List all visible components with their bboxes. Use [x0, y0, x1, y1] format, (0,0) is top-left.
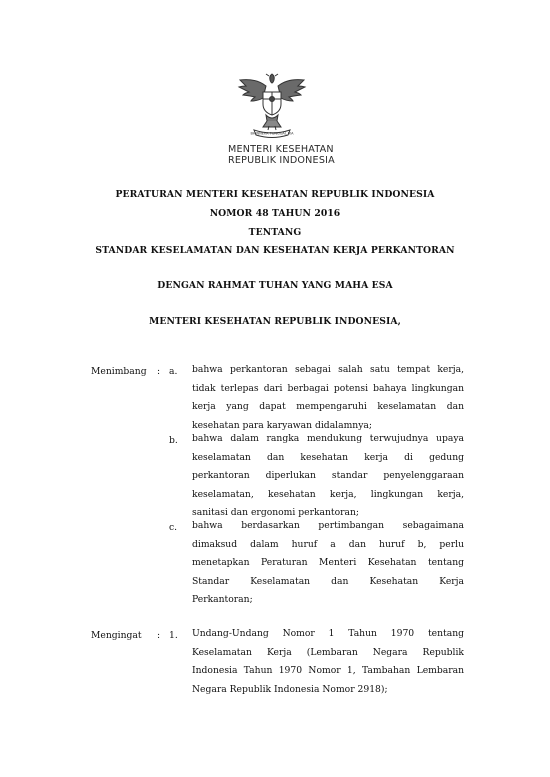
regulation-subject: STANDAR KESELAMATAN DAN KESEHATAN KERJA PERKANTORAN — [95, 245, 455, 256]
item-marker-1: 1. — [169, 630, 178, 641]
text-line: sanitasi dan ergonomi perkantoran; — [192, 507, 360, 518]
text-line: bahwa perkantoran sebagai salah satu tempat kerja, — [192, 364, 464, 375]
text-line: Standar Keselamatan dan Kesehatan Kerja — [192, 575, 464, 587]
text-line: Indonesia Tahun 1970 Nomor 1, Tambahan Lembaran — [192, 665, 464, 676]
mengingat-label: Mengingat — [91, 630, 142, 641]
text-line: Undang-Undang Nomor 1 Tahun 1970 tentang — [192, 628, 464, 639]
menimbang-item-b — [192, 430, 464, 523]
issuer: MENTERI KESEHATAN REPUBLIK INDONESIA, — [149, 316, 401, 327]
text-line: menetapkan Peraturan Menteri Kesehatan tentang — [192, 557, 464, 568]
item-marker-c: c. — [169, 522, 178, 533]
regulation-title: PERATURAN MENTERI KESEHATAN REPUBLIK INDONESIA — [115, 189, 435, 200]
item-marker-b: b. — [169, 435, 178, 446]
menimbang-item-a — [192, 361, 464, 435]
institution-line-2: REPUBLIK INDONESIA — [228, 155, 335, 166]
text-line: bahwa dalam rangka mendukung terwujudnya upaya — [192, 433, 464, 444]
mengingat-colon: : — [157, 630, 161, 641]
text-line: dimaksud dalam huruf a dan huruf b, perlu — [192, 538, 464, 550]
regulation-about: TENTANG — [248, 227, 302, 238]
text-line: keselamatan dan kesehatan kerja di gedung — [192, 451, 464, 463]
mengingat-item-1 — [192, 625, 464, 699]
text-line: kesehatan para karyawan didalamnya; — [192, 419, 372, 431]
text-line: bahwa berdasarkan pertimbangan sebagaimana — [192, 520, 464, 531]
text-line: tidak terlepas dari berbagai potensi bahaya lingkungan — [192, 382, 464, 394]
text-line: Perkantoran; — [192, 594, 253, 605]
menimbang-colon: : — [157, 366, 161, 377]
text-line: Negara Republik Indonesia Nomor 2918); — [192, 683, 388, 695]
invocation: DENGAN RAHMAT TUHAN YANG MAHA ESA — [157, 280, 393, 291]
menimbang-item-c — [192, 517, 464, 610]
item-marker-a: a. — [169, 366, 178, 377]
institution-line-1: MENTERI KESEHATAN — [228, 144, 334, 155]
regulation-number: NOMOR 48 TAHUN 2016 — [209, 208, 341, 219]
text-line: keselamatan, kesehatan kerja, lingkungan kerja, — [192, 488, 464, 500]
menimbang-label: Menimbang — [91, 366, 147, 377]
text-line: perkantoran diperlukan standar penyelenggaraan — [192, 470, 464, 481]
garuda-emblem-icon — [236, 70, 308, 140]
text-line: Keselamatan Kerja (Lembaran Negara Republik — [192, 646, 464, 658]
svg-text:BHINNEKA TUNGGAL IKA: BHINNEKA TUNGGAL IKA — [250, 131, 294, 136]
institution-name — [228, 144, 335, 166]
text-line: kerja yang dapat mempengaruhi keselamatan dan — [192, 401, 464, 412]
